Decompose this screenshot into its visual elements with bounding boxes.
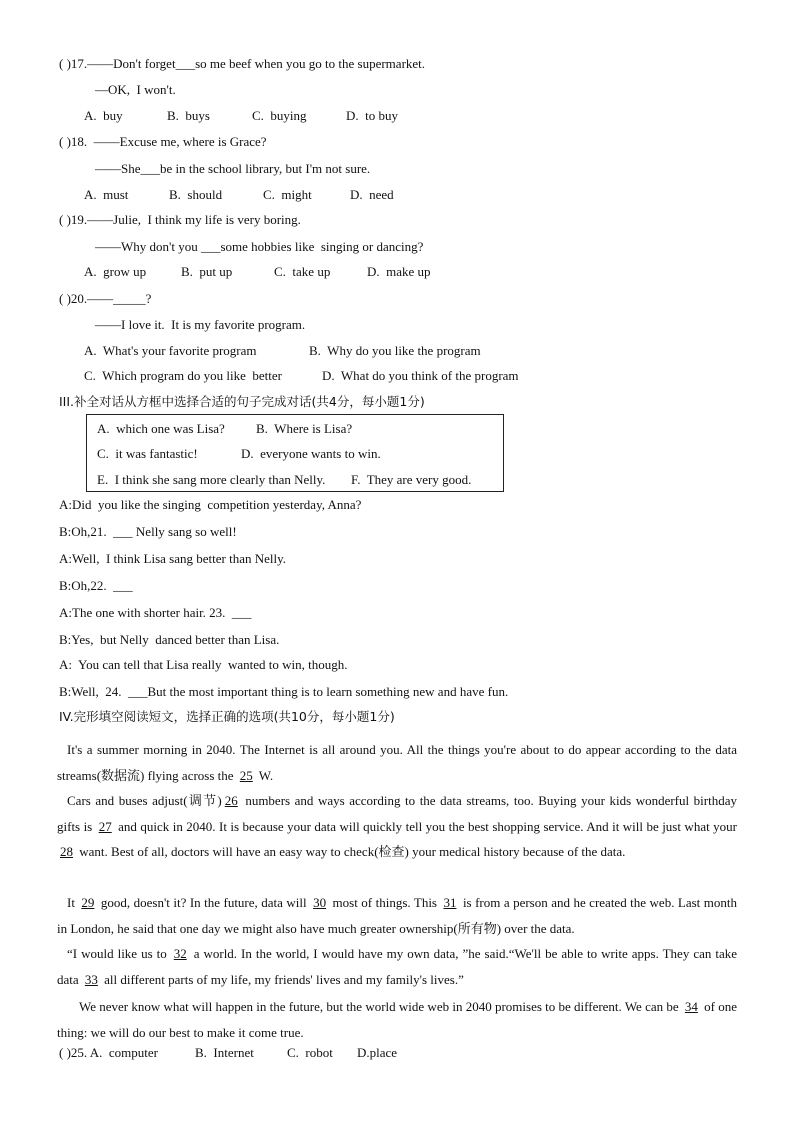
q17-option-c: C. buying	[252, 108, 307, 123]
passage-paragraph-2: Cars and buses adjust(调节) 26 numbers and ways according to the data streams, too. Buying your kids wonderful birthday gifts is 27 and quick in 2040. It is because your data will quickly tell you the best shopping service. And it will be just what your 28 want. Best of all, doctors will have an easy way to check(检查) your medical history because of the data.	[57, 793, 737, 859]
q19-stem: ( )19.——Julie, I think my life is very boring.	[59, 212, 301, 227]
dialog-line: A:Did you like the singing competition yesterday, Anna?	[59, 497, 362, 512]
q19-option-a: A. grow up	[84, 264, 147, 279]
dialog-line: B:Oh,22. ___	[59, 578, 133, 593]
q18-option-d: D. need	[350, 187, 394, 202]
blank-33: 33	[84, 971, 98, 987]
box-option-b: B. Where is Lisa?	[256, 421, 353, 436]
blank-27: 27	[98, 818, 112, 834]
q25-option-c: C. robot	[287, 1045, 333, 1060]
dialog-line: A: You can tell that Lisa really wanted to win, though.	[59, 657, 348, 672]
q20-option-a: A. What's your favorite program	[84, 343, 257, 358]
blank-28: 28	[60, 844, 73, 859]
q18-stem: ( )18. ——Excuse me, where is Grace?	[59, 134, 267, 149]
q18-option-b: B. should	[169, 187, 223, 202]
blank-25: 25	[239, 767, 253, 783]
q20-reply: ——I love it. It is my favorite program.	[95, 317, 306, 332]
dialog-line: B:Well, 24. ___But the most important thing is to learn something new and have fun.	[59, 684, 509, 699]
box-option-a: A. which one was Lisa?	[97, 421, 225, 436]
section4-heading: IV.完形填空阅读短文，选择正确的选项(共10分，每小题1分)	[59, 709, 395, 724]
q18-option-a: A. must	[84, 187, 129, 202]
q19-option-d: D. make up	[367, 264, 431, 279]
q25-option-b: B. Internet	[195, 1045, 254, 1060]
q20-option-d: D. What do you think of the program	[322, 368, 519, 383]
dialog-line: A:Well, I think Lisa sang better than Nelly.	[59, 551, 286, 566]
q17-option-b: B. buys	[167, 108, 210, 123]
passage-paragraph-5: We never know what will happen in the future, but the world wide web in 2040 promises to be different. We can be 34 of one thing: we will do our best to make it come true.	[57, 999, 737, 1040]
q17-stem: ( )17.——Don't forget___so me beef when you go to the supermarket.	[59, 56, 426, 71]
dialog-line: B:Oh,21. ___ Nelly sang so well!	[59, 524, 237, 539]
q18-reply: ——She___be in the school library, but I'm not sure.	[95, 161, 371, 176]
passage-paragraph-1: It's a summer morning in 2040. The Internet is all around you. All the things you're about to do appear according to the data streams(数据流) flying across the 25 W.	[57, 742, 737, 783]
q18-option-c: C. might	[263, 187, 312, 202]
q20-stem: ( )20.——_____?	[59, 291, 152, 306]
dialog-line: B:Yes, but Nelly danced better than Lisa.	[59, 632, 280, 647]
blank-29: 29	[81, 895, 95, 910]
q19-reply: ——Why don't you ___some hobbies like singing or dancing?	[95, 239, 424, 254]
section3-heading: III.补全对话从方框中选择合适的句子完成对话(共4分，每小题1分)	[59, 394, 425, 409]
passage-paragraph-4: “I would like us to 32 a world. In the world, I would have my own data, ”he said.“We'll be able to write apps. They can take data 33 all different parts of my life, my friends' lives and my family's lives.”	[57, 946, 737, 987]
blank-34: 34	[684, 999, 698, 1014]
box-option-c: C. it was fantastic!	[97, 446, 198, 461]
q17-reply: —OK, I won't.	[95, 82, 176, 97]
box-option-d: D. everyone wants to win.	[241, 446, 381, 461]
blank-31: 31	[443, 895, 457, 910]
blank-30: 30	[313, 895, 327, 910]
q25-option-d: D.place	[357, 1045, 398, 1060]
blank-32: 32	[173, 946, 187, 961]
q19-option-b: B. put up	[181, 264, 233, 279]
box-option-f: F. They are very good.	[351, 472, 472, 487]
q17-option-a: A. buy	[84, 108, 123, 123]
passage-paragraph-3: It 29 good, doesn't it? In the future, data will 30 most of things. This 31 is from a person and he created the web. Last month in London, he said that one day we might also have much greater ownership(所有物) over the data.	[57, 895, 737, 936]
q25-stem: ( )25. A. computer	[59, 1045, 158, 1060]
blank-26: 26	[224, 793, 238, 808]
q20-option-b: B. Why do you like the program	[309, 343, 481, 358]
box-option-e: E. I think she sang more clearly than Nelly.	[97, 472, 326, 487]
q20-option-c: C. Which program do you like better	[84, 368, 282, 383]
q17-option-d: D. to buy	[346, 108, 398, 123]
q19-option-c: C. take up	[274, 264, 331, 279]
dialog-line: A:The one with shorter hair. 23. ___	[59, 605, 252, 620]
